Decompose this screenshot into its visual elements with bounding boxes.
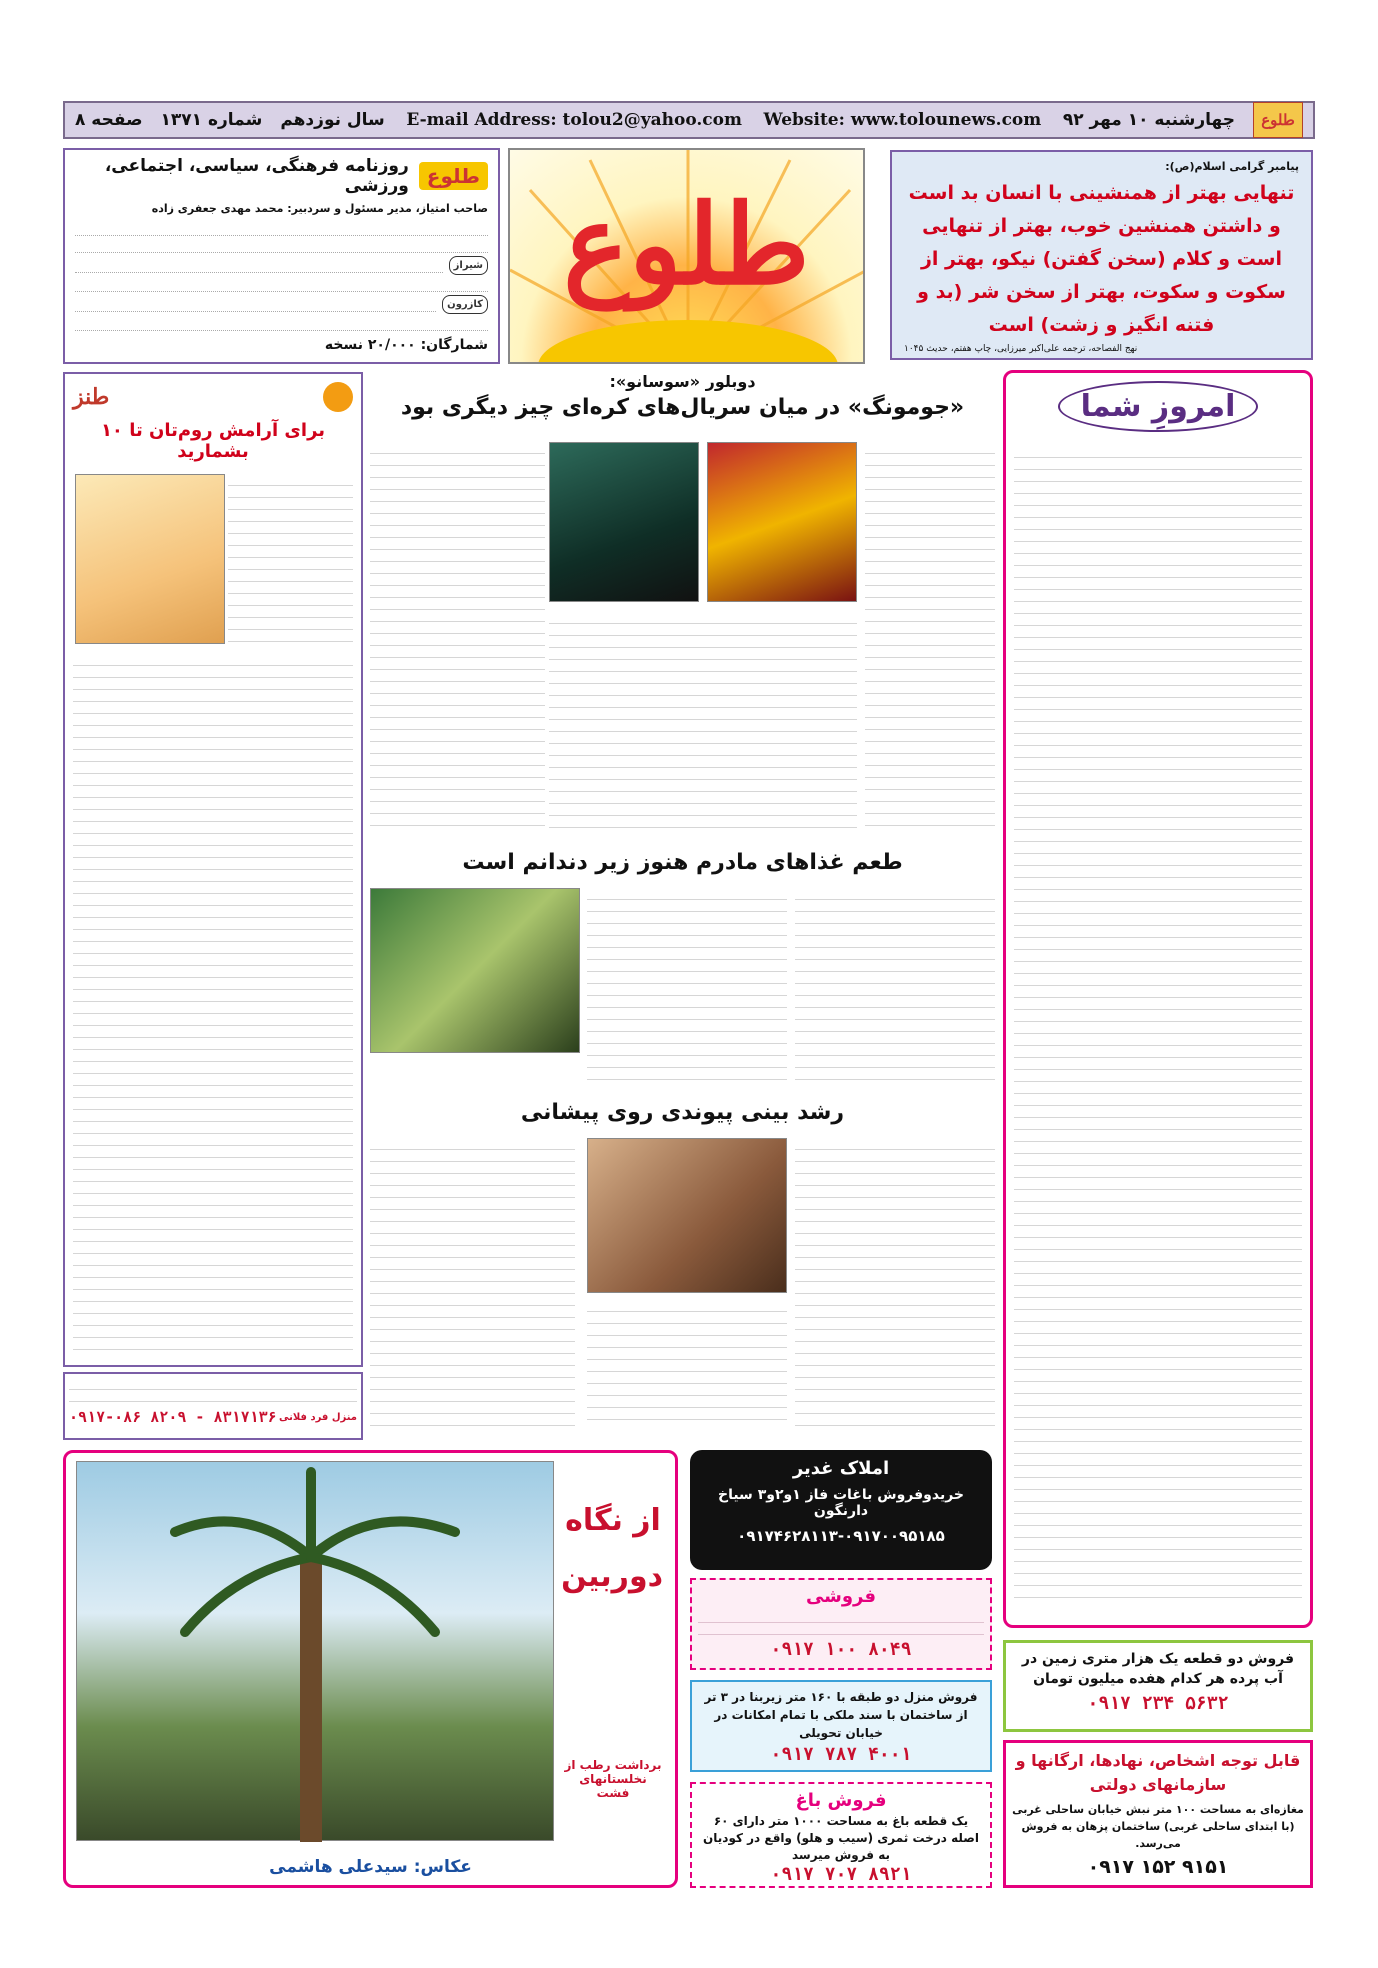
tanz-headline: برای آرامش روم‌تان تا ۱۰ بشمارید <box>100 420 326 462</box>
issue-number: شماره ۱۳۷۱ <box>160 110 263 130</box>
tanz-body <box>73 654 353 1354</box>
small-logo: طلوع <box>1253 102 1303 138</box>
house-text: فروش منزل دو طبقه با ۱۶۰ متر زیربنا در ۳ تر از ساختمان با سند ملکی با تمام امکانات در خیابان تحویلی <box>704 1690 978 1740</box>
orange-logo-icon <box>323 382 353 412</box>
notice-ad <box>1003 1740 1313 1888</box>
patient-photo <box>587 1138 787 1293</box>
publisher-detail-line <box>75 236 488 253</box>
notice-text: مغازه‌ای به مساحت ۱۰۰ متر نبش خیابان ساحلی غربی (با ابتدای ساحلی غربی) ساختمان پزهان به فروش می‌رسد. <box>1012 1803 1304 1850</box>
article-body <box>795 888 995 1083</box>
small-ad-label: منزل فرد فلانی <box>278 1411 357 1423</box>
publisher-box <box>63 148 500 364</box>
publisher-detail-line <box>75 314 488 331</box>
article-headline: «جومونگ» در میان سریال‌های کره‌ای چیز دیگری بود <box>400 395 965 420</box>
portrait-photo <box>370 888 580 1053</box>
garden-ad <box>690 1782 992 1888</box>
land-ad <box>1003 1640 1313 1732</box>
horoscope-title: امروزِ شما <box>1058 381 1258 432</box>
article-body <box>587 888 787 1083</box>
article-body <box>795 1138 995 1428</box>
article-headline: رشد بینی پیوندی روی پیشانی <box>520 1100 845 1125</box>
land-text: فروش دو قطعه یک هزار متری زمین در آب پرده هر کدام هفده میلیون تومان <box>1021 1651 1295 1687</box>
photo-credit: عکاس: سیدعلی هاشمی <box>269 1857 472 1877</box>
header-bar <box>63 101 1315 139</box>
masthead-logo <box>508 148 865 364</box>
tanz-body <box>228 474 353 644</box>
horoscope-body <box>1014 446 1302 1606</box>
article-body <box>549 612 857 832</box>
email-text[interactable]: E-mail Address: tolou2@yahoo.com <box>406 110 742 130</box>
amlak-text: خریدوفروش باغات فاز ۱و۲و۳ سیاخ دارنگون <box>718 1487 964 1519</box>
article-body <box>865 442 995 832</box>
amlak-phone[interactable]: ۰۹۱۷۴۶۲۸۱۱۳-۰۹۱۷۰۰۹۵۱۸۵ <box>737 1527 945 1545</box>
article-mother-food <box>370 850 995 1090</box>
tanz-badge: طنز <box>73 384 110 410</box>
masthead-title: طلوع <box>563 180 810 309</box>
house-ad <box>690 1680 992 1772</box>
article-body <box>370 442 545 832</box>
dubber-photo <box>549 442 699 602</box>
page-number: صفحه ۸ <box>75 110 143 130</box>
publisher-detail-line <box>75 298 436 312</box>
amlak-title: املاک غدیر <box>792 1458 890 1479</box>
cartoon-image <box>75 474 225 644</box>
small-ad-body <box>69 1378 357 1404</box>
hadith-source: پیامبر گرامی اسلام(ص): <box>1165 160 1299 173</box>
land-phone[interactable]: ۰۹۱۷ ۲۳۴ ۵۶۳۲ <box>1087 1693 1229 1714</box>
circulation: شمارگان: ۲۰/۰۰۰ نسخه <box>324 337 488 353</box>
small-ad-phone[interactable]: ۰۹۱۷-۰۸۶ ۸۲۰۹ - ۸۳۱۷۱۳۶ <box>69 1408 277 1426</box>
forooshi-ad <box>690 1578 992 1670</box>
garden-phone[interactable]: ۰۹۱۷ ۷۰۷ ۸۹۲۱ <box>770 1864 912 1885</box>
article-body <box>370 1138 575 1428</box>
garden-title: فروش باغ <box>795 1790 887 1811</box>
forooshi-title: فروشی <box>805 1586 877 1607</box>
house-phone[interactable]: ۰۹۱۷ ۷۸۷ ۴۰۰۱ <box>770 1744 912 1765</box>
hadith-reference: نهج الفصاحه، ترجمه علی‌اکبر میرزایی، چاپ هفتم، حدیث ۱۰۴۵ <box>904 344 1138 354</box>
forooshi-phone[interactable]: ۰۹۱۷ ۱۰۰ ۸۰۴۹ <box>770 1639 912 1660</box>
palm-harvest-photo <box>76 1461 554 1841</box>
notice-title: قابل توجه اشخاص، نهادها، ارگانها و سازمانهای دولتی <box>1015 1751 1301 1794</box>
publisher-badge: طلوع <box>419 162 488 190</box>
article-jumong <box>370 372 995 842</box>
tanz-column <box>63 372 363 1367</box>
year-label: سال نوزدهم <box>280 110 385 130</box>
kazerun-badge: کازرون <box>442 295 488 314</box>
horoscope-column <box>1003 370 1313 1628</box>
issue-date: چهارشنبه ۱۰ مهر ۹۲ <box>1062 110 1235 130</box>
publisher-owner: صاحب امتیاز، مدیر مسئول و سردبیر: محمد مهدی جعفری زاده <box>151 202 488 215</box>
notice-phone[interactable]: ۰۹۱۷ ۱۵۲ ۹۱۵۱ <box>1087 1856 1229 1878</box>
article-nose-graft <box>370 1100 995 1430</box>
article-kicker: دوبلور «سوسانو»: <box>609 372 756 391</box>
publisher-detail-line <box>75 219 488 236</box>
palm-tree-icon <box>75 1462 553 1842</box>
feature-side-title: از نگاه دوربین <box>561 1503 663 1594</box>
small-ad-left <box>63 1372 363 1440</box>
publisher-title: روزنامه فرهنگی، سیاسی، اجتماعی، ورزشی <box>104 156 409 196</box>
feature-caption: برداشت رطب از نخلستانهای فشت <box>564 1758 662 1800</box>
publisher-detail-line <box>75 259 443 273</box>
publisher-detail-line <box>75 275 488 292</box>
forooshi-body <box>698 1611 984 1639</box>
article-body <box>587 1300 787 1428</box>
jumong-costume-photo <box>707 442 857 602</box>
hadith-text: تنهایی بهتر از همنشینی با انسان بد است و داشتن همنشین خوب، بهتر از تنهایی است و کلام (سخن گفتن) نیکو، بهتر از سکوت و سکوت، بهتر از سخن شر (بد و فتنه انگیز و زشت) است <box>908 182 1295 336</box>
amlak-ad <box>690 1450 992 1570</box>
article-headline: طعم غذاهای مادرم هنوز زیر دندانم است <box>462 850 903 875</box>
website-text[interactable]: Website: www.tolounews.com <box>763 110 1042 130</box>
hadith-box <box>890 150 1313 360</box>
garden-text: یک قطعه باغ به مساحت ۱۰۰۰ متر دارای ۶۰ اصله درخت ثمری (سیب و هلو) واقع در کودیان به فروش میرسد <box>703 1814 979 1862</box>
photo-feature <box>63 1450 678 1888</box>
shiraz-badge: شیراز <box>449 256 488 275</box>
